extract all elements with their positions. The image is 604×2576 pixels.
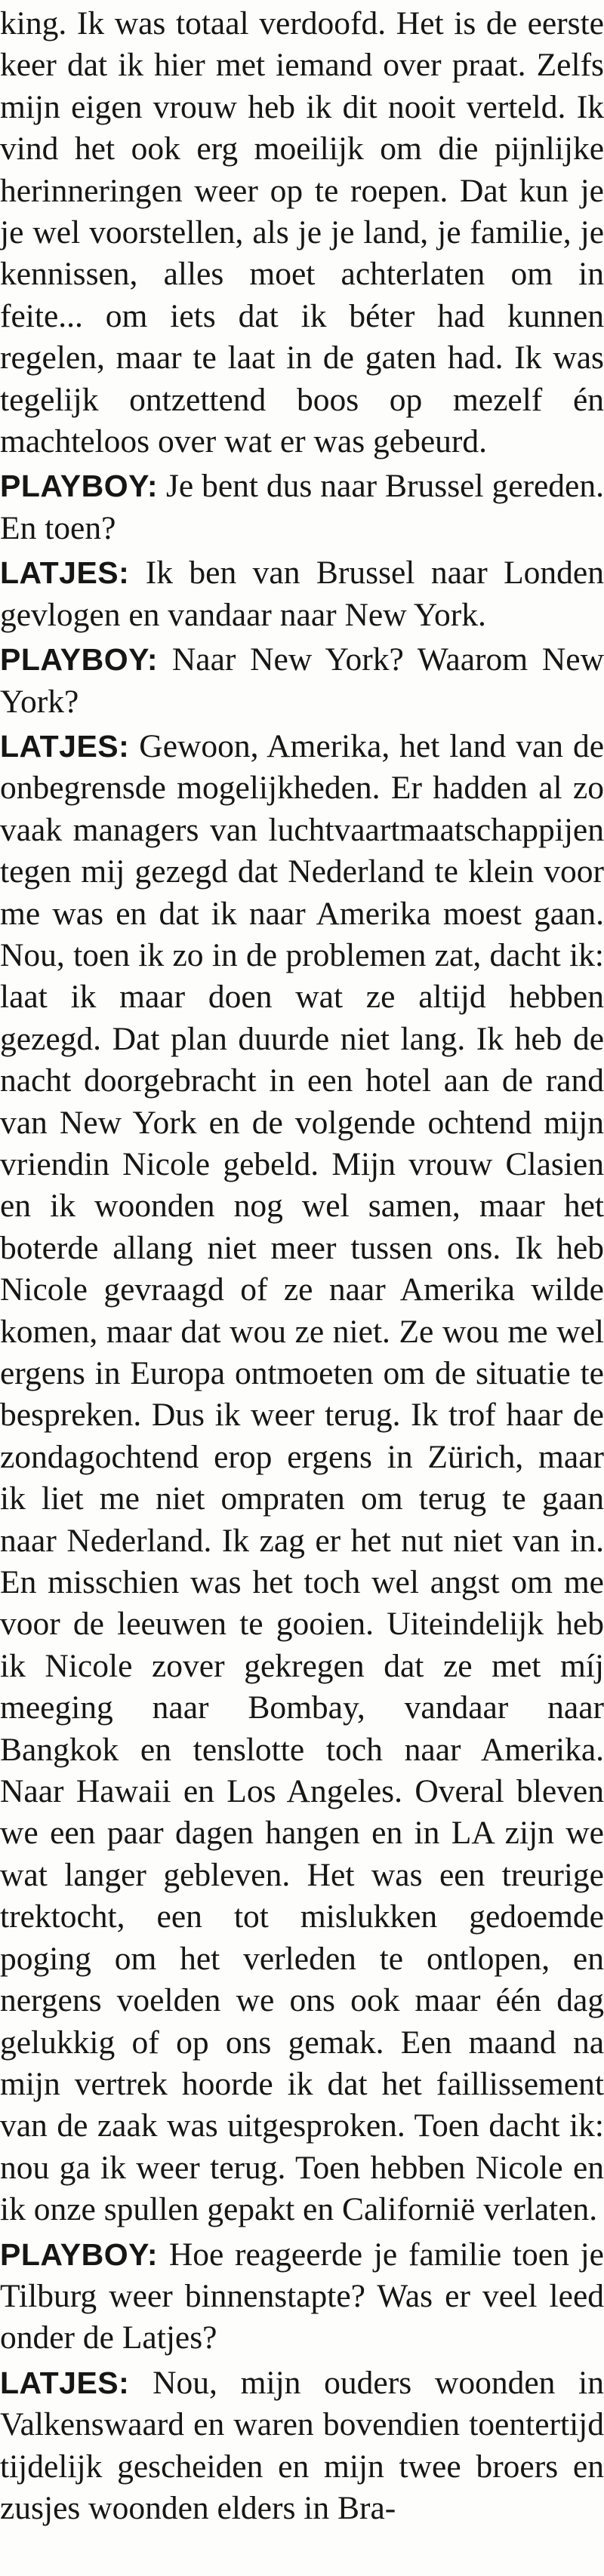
answer-paragraph (0, 2362, 604, 2530)
paragraph-text: Je bent dus naar Brussel gereden. En toen? (0, 468, 604, 546)
speaker-label-playboy: PLAYBOY: (0, 2236, 159, 2272)
answer-paragraph (0, 726, 604, 2231)
paragraph-text: Ik ben van Brussel naar Londen gevlogen en vandaar naar New York. (0, 555, 604, 633)
speaker-label-playboy: PLAYBOY: (0, 469, 159, 504)
paragraph-text: Hoe reageerde je familie toen je Tilburg weer binnenstapte? Was er veel leed onder de Latjes? (0, 2236, 604, 2356)
paragraph-text: Gewoon, Amerika, het land van de onbegrensde mogelijkheden. Er hadden al zo vaak managers van luchtvaartmaatschappijen tegen mij gezegd dat Nederland te klein voor me was en dat ik naar Amerika moest gaan. Nou, toen ik zo in de problemen zat, dacht ik: laat ik maar doen wat ze altijd hebben gezegd. Dat plan duurde niet lang. Ik heb de nacht doorgebracht in een hotel aan de rand van New York en de volgende ochtend mijn vriendin Nicole gebeld. Mijn vrouw Clasien en ik woonden nog wel samen, maar het boterde allang niet meer tussen ons. Ik heb Nicole gevraagd of ze naar Amerika wilde komen, maar dat wou ze niet. Ze wou me wel ergens in Europa ontmoeten om de situatie te bespreken. Dus ik weer terug. Ik trof haar de zondagochtend erop ergens in Zürich, maar ik liet me niet ompraten om terug te gaan naar Nederland. Ik zag er het nut niet van in. En misschien was het toch wel angst om me voor de leeuwen te gooien. Uiteindelijk heb ik Nicole zover gekregen dat ze met míj meeging naar Bombay, vandaar naar Bangkok en tenslotte toch naar Amerika. Naar Hawaii en Los Angeles. Overal bleven we een paar dagen hangen en in LA zijn we wat langer gebleven. Het was een treurige trektocht, een tot mislukken gedoemde poging om het verleden te ontlopen, en nergens voelden we ons ook maar één dag gelukkig of op ons gemak. Een maand na mijn vertrek hoorde ik dat het faillissement van de zaak was uitgesproken. Toen dacht ik: nou ga ik weer terug. Toen hebben Nicole en ik onze spullen gepakt en Californië verlaten. (0, 727, 604, 2228)
question-paragraph (0, 2234, 604, 2359)
answer-paragraph (0, 552, 604, 636)
answer-paragraph (0, 3, 604, 463)
speaker-label-latjes: LATJES: (0, 728, 130, 764)
speaker-label-latjes: LATJES: (0, 2365, 130, 2400)
speaker-label-latjes: LATJES: (0, 555, 130, 591)
paragraph-text: Nou, mijn ouders woonden in Valkenswaard en waren bovendien toentertijd tijdelijk gescheiden en mijn twee broers en zusjes woonden elders in Bra- (0, 2364, 604, 2526)
paragraph-text: Naar New York? Waarom New York? (0, 641, 604, 720)
speaker-label-playboy: PLAYBOY: (0, 642, 159, 678)
question-paragraph (0, 639, 604, 723)
paragraph-text: king. Ik was totaal verdoofd. Het is de eerste keer dat ik hier met iemand over praat. Zelfs mijn eigen vrouw heb ik dit nooit verteld. Ik vind het ook erg moeilijk om die pijnlijke herinneringen weer op te roepen. Dat kun je je wel voorstellen, als je je land, je familie, je kennissen, alles moet achterlaten om in feite... om iets dat ik béter had kunnen regelen, maar te laat in de gaten had. Ik was tegelijk ontzettend boos op mezelf én machteloos over wat er was gebeurd. (0, 5, 604, 460)
question-paragraph (0, 466, 604, 549)
